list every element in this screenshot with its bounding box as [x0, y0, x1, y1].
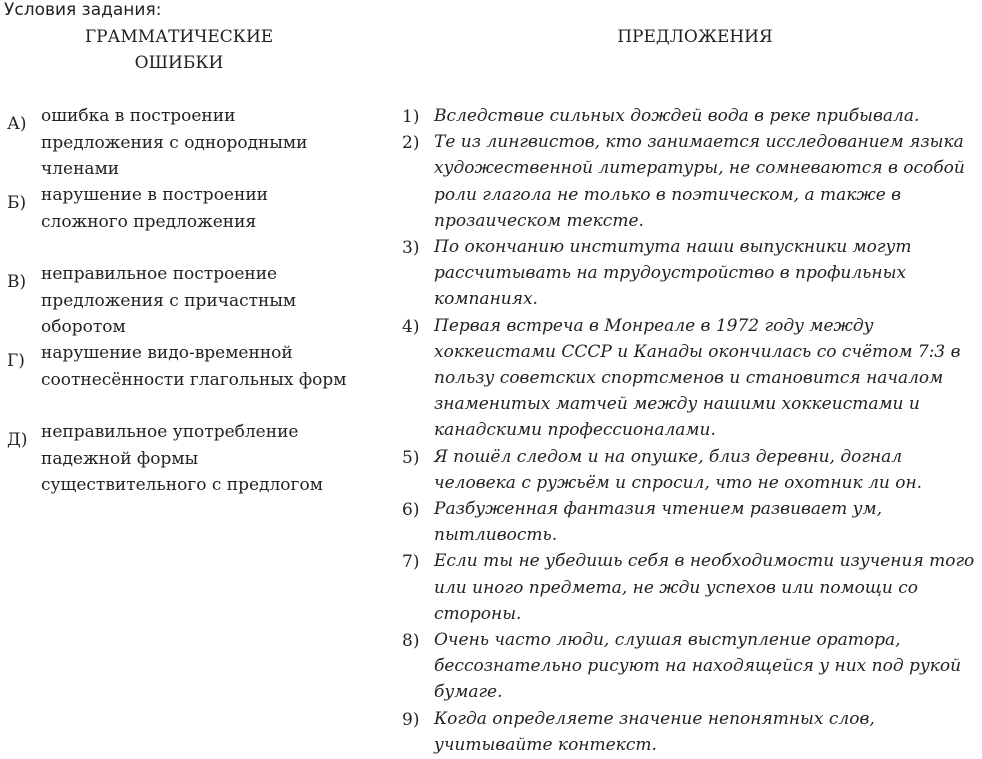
error-item-g — [0, 340, 360, 419]
sentences-list — [400, 103, 980, 758]
sentence-number: 1) — [402, 107, 420, 127]
sentence-number: 9) — [402, 709, 420, 730]
error-letter: Д) — [7, 430, 28, 450]
error-item-d — [0, 419, 360, 498]
sentence-text: Если ты не убедишь себя в необходимости изучения того или иного предмета, не жди успехов или помощи со стороны. — [434, 551, 975, 624]
sentence-item-5 — [400, 444, 980, 496]
error-text: неправильное употребление падежной формы существительного с предлогом — [41, 422, 323, 495]
sentence-number: 8) — [402, 631, 420, 652]
sentence-item-1 — [400, 103, 980, 129]
error-item-b — [0, 182, 360, 261]
error-letter: В) — [7, 272, 27, 292]
sentence-text: Разбуженная фантазия чтением развивает ум, пытливость. — [434, 499, 883, 546]
sentence-item-8 — [400, 627, 980, 706]
sentence-text: Вследствие сильных дождей вода в реке прибывала. — [434, 106, 920, 126]
sentence-text: Я пошёл следом и на опушке, близ деревни, догнал человека с ружьём и спросил, что не охотник ли он. — [434, 446, 923, 493]
sentence-item-7 — [400, 548, 980, 627]
error-text: неправильное построение предложения с причастным оборотом — [41, 264, 297, 337]
task-conditions-label: Условия задания: — [4, 0, 162, 20]
sentence-number: 6) — [402, 500, 420, 521]
sentence-number: 7) — [402, 552, 420, 573]
sentence-number: 2) — [402, 133, 420, 154]
error-letter: Б) — [7, 193, 27, 213]
error-letter: Г) — [7, 351, 25, 371]
sentences-column-header: ПРЕДЛОЖЕНИЯ — [617, 27, 773, 47]
error-letter: А) — [7, 114, 27, 134]
sentence-number: 5) — [402, 447, 420, 468]
sentence-text: Первая встреча в Монреале в 1972 году между хоккеистами СССР и Канады окончилась со счётом 7:3 в пользу советских спортсменов и становится началом знаменитых матчей между нашими хоккеистами и канадскими профессионалами. — [434, 315, 961, 441]
sentence-text: Очень часто люди, слушая выступление оратора, бессознательно рисуют на находящейся у них под рукой бумаге. — [434, 630, 962, 703]
sentence-item-4 — [400, 313, 980, 444]
grammar-errors-list — [0, 103, 360, 498]
sentence-item-2 — [400, 129, 980, 234]
error-item-v — [0, 261, 360, 340]
sentence-item-9 — [400, 706, 980, 758]
error-text: нарушение видо-временной соотнесённости глагольных форм — [41, 343, 347, 390]
sentence-text: По окончанию института наши выпускники могут рассчитывать на трудоустройство в профильных компаниях. — [434, 237, 912, 310]
sentence-item-3 — [400, 234, 980, 313]
sentence-number: 3) — [402, 238, 420, 259]
sentence-text: Когда определяете значение непонятных слов, учитывайте контекст. — [434, 708, 875, 755]
sentence-item-6 — [400, 496, 980, 548]
sentence-number: 4) — [402, 316, 420, 337]
error-item-a — [0, 103, 360, 182]
errors-column-header: ГРАММАТИЧЕСКИЕ ОШИБКИ — [84, 27, 274, 73]
error-text: нарушение в построении сложного предложения — [41, 185, 268, 232]
error-text: ошибка в построении предложения с однородными членами — [41, 106, 308, 179]
sentence-text: Те из лингвистов, кто занимается исследованием языка художественной литературы, не сомневаются в особой роли глагола не только в поэтическом, а также в прозаическом тексте. — [434, 132, 965, 231]
